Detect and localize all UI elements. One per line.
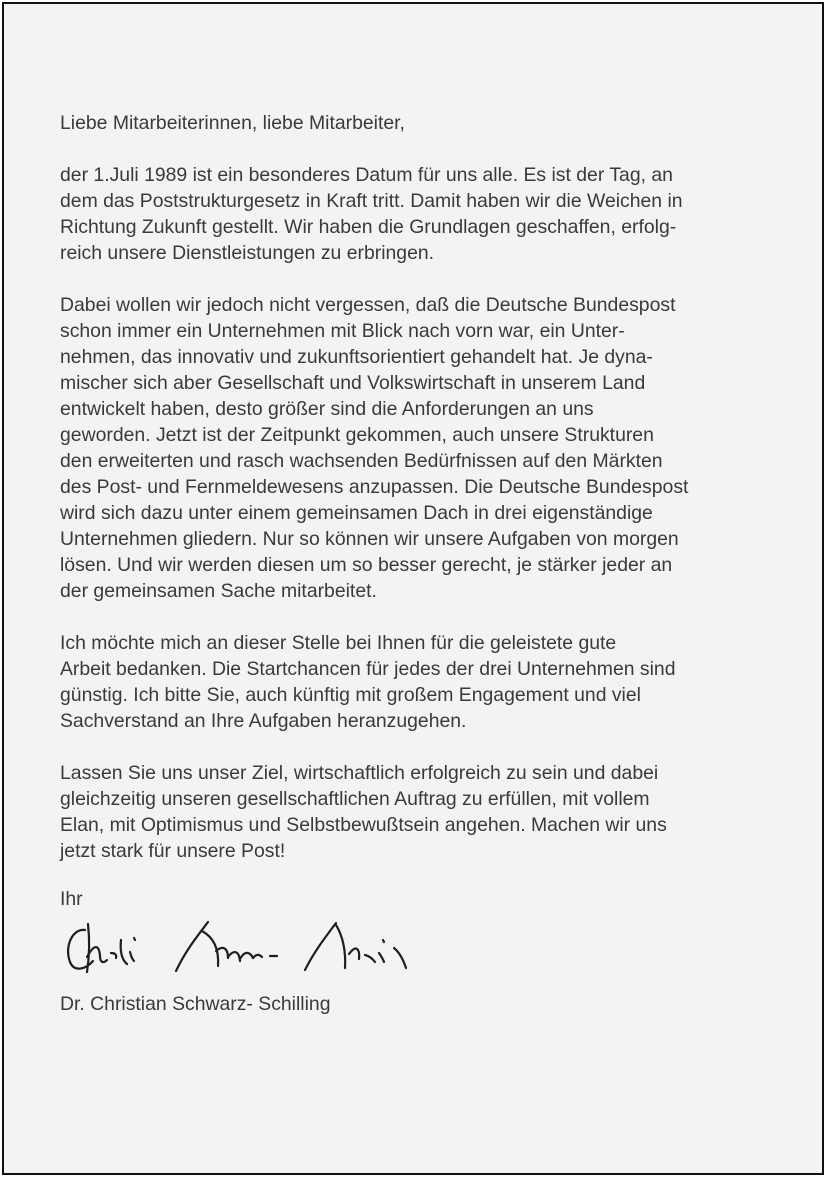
paragraph-line: mischer sich aber Gesellschaft und Volkswirtschaft in unserem Land <box>60 372 646 394</box>
paragraph-line: lösen. Und wir werden diesen um so besser gerecht, je stärker jeder an <box>60 554 673 576</box>
paragraph-line: Arbeit bedanken. Die Startchancen für jedes der drei Unternehmen sind <box>60 658 676 680</box>
paragraph-3 <box>60 630 782 734</box>
paragraph-4 <box>60 760 782 864</box>
paragraph-line: wird sich dazu unter einem gemeinsamen Dach in drei eigenständige <box>60 502 653 524</box>
salutation: Liebe Mitarbeiterinnen, liebe Mitarbeiter, <box>60 112 405 134</box>
paragraph-line: nehmen, das innovativ und zukunftsorientiert gehandelt hat. Je dyna- <box>60 346 653 368</box>
paragraph-line: der 1.Juli 1989 ist ein besonderes Datum für uns alle. Es ist der Tag, an <box>60 164 673 186</box>
paragraph-line: jetzt stark für unsere Post! <box>60 840 286 862</box>
paragraph-line: dem das Poststrukturgesetz in Kraft tritt. Damit haben wir die Weichen in <box>60 190 683 212</box>
paragraph-line: des Post- und Fernmeldewesens anzupassen. Die Deutsche Bundespost <box>60 476 689 498</box>
paragraph-line: schon immer ein Unternehmen mit Blick nach vorn war, ein Unter- <box>60 320 625 342</box>
paragraph-line: entwickelt haben, desto größer sind die Anforderungen an uns <box>60 398 594 420</box>
signer-name: Dr. Christian Schwarz- Schilling <box>60 993 331 1015</box>
paragraph-line: Ich möchte mich an dieser Stelle bei Ihnen für die geleistete gute <box>60 632 617 654</box>
paragraph-line: Sachverstand an Ihre Aufgaben heranzugehen. <box>60 710 467 732</box>
letter-body <box>60 110 782 864</box>
paragraph-line: den erweiterten und rasch wachsenden Bedürfnissen auf den Märkten <box>60 450 663 472</box>
letter-page <box>2 2 824 1175</box>
paragraph-line: Elan, mit Optimismus und Selbstbewußtsein angehen. Machen wir uns <box>60 814 667 836</box>
paragraph-line: günstig. Ich bitte Sie, auch künftig mit großem Engagement und viel <box>60 684 641 706</box>
handwritten-signature <box>60 914 440 996</box>
paragraph-line: Unternehmen gliedern. Nur so können wir unsere Aufgaben von morgen <box>60 528 679 550</box>
paragraph-line: Richtung Zukunft gestellt. Wir haben die Grundlagen geschaffen, erfolg- <box>60 216 677 238</box>
closing: Ihr <box>60 888 83 910</box>
signature <box>60 914 440 996</box>
paragraph-2 <box>60 292 782 604</box>
paragraph-line: Lassen Sie uns unser Ziel, wirtschaftlich erfolgreich zu sein und dabei <box>60 762 659 784</box>
paragraph-line: der gemeinsamen Sache mitarbeitet. <box>60 580 377 602</box>
paragraph-line: reich unsere Dienstleistungen zu erbringen. <box>60 242 435 264</box>
paragraph-line: geworden. Jetzt ist der Zeitpunkt gekommen, auch unsere Strukturen <box>60 424 654 446</box>
paragraph-line: gleichzeitig unseren gesellschaftlichen Auftrag zu erfüllen, mit vollem <box>60 788 650 810</box>
paragraph-1 <box>60 162 782 266</box>
paragraph-line: Dabei wollen wir jedoch nicht vergessen, daß die Deutsche Bundespost <box>60 294 676 316</box>
